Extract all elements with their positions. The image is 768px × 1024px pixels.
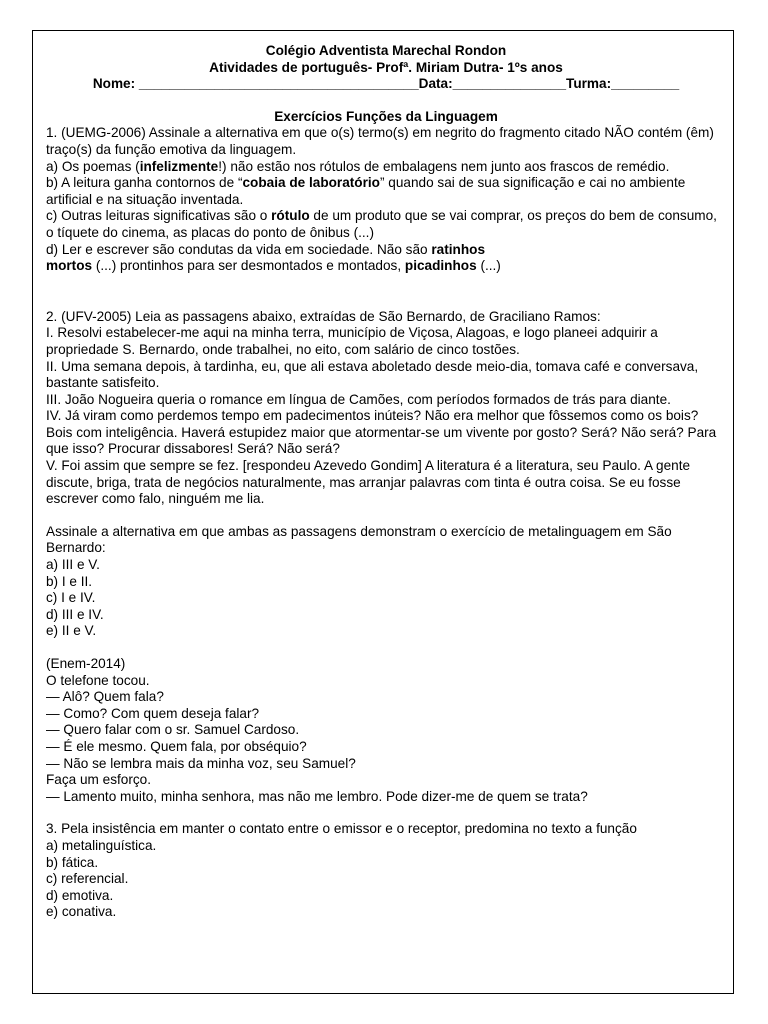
q2-passage: II. Uma semana depois, à tardinha, eu, que ali estava aboletado desde meio-dia, tomava café e conversava, bastante satisfeito. [46,358,699,391]
exercise-title: Exercícios Funções da Linguagem [274,108,498,124]
q2-passage: V. Foi assim que sempre se fez. [respondeu Azevedo Gondim] A literatura é a literatura, seu Paulo. A gente discute, briga, trata de negócios naturalmente, mas arranjar palavras com tinta é outra coisa. Se eu fosse escrever como falo, ninguém me lia. [46,458,691,507]
q2-passage: IV. Já viram como perdemos tempo em padecimentos inúteis? Não era melhor que fôssemos como os bois? Bois com inteligência. Haverá estupidez maior que atormentar-se um vivente por gosto? Será? Não será? Para que isso? Procurar dissabores! Será? Não será? [46,408,717,457]
q2-option: a) III e V. [46,557,100,573]
dialogue-line: O telefone tocou. [46,672,150,688]
activity-title: Atividades de português- Profª. Miriam Dutra- 1ºs anos [209,59,563,75]
q2-option: d) III e IV. [46,606,104,622]
q2-option: e) II e V. [46,623,97,639]
q2-option: c) I e IV. [46,590,96,606]
q3-stem: 3. Pela insistência em manter o contato entre o emissor e o receptor, predomina no texto a função [46,821,637,837]
q1-option-d: d) Ler e escrever são condutas da vida em sociedade. Não são ratinhos mortos (...) prontinhos para ser desmontados e montados, picadinhos (...) [46,241,501,274]
q3-option: b) fática. [46,854,99,870]
dialogue-line: Faça um esforço. [46,772,152,788]
q1-option-b: b) A leitura ganha contornos de “cobaia de laboratório” quando sai de sua significação e cai no ambiente artificial e na situação inventada. [46,175,686,207]
q2-option: b) I e II. [46,573,93,589]
q1-option-a: a) Os poemas (infelizmente!) não estão nos rótulos de embalagens nem junto aos frascos de remédio. [46,158,670,174]
q1-option-c: c) Outras leituras significativas são o rótulo de um produto que se vai comprar, os preços do bem de consumo, o tíquete do cinema, as placas do ponto de ônibus (...) [46,208,717,240]
q3-option: c) referencial. [46,871,129,887]
q3-option: a) metalinguística. [46,837,157,853]
q2-passage: III. João Nogueira queria o romance em língua de Camões, com períodos formados de trás para diante. [46,391,671,407]
dialogue-line: — Quero falar com o sr. Samuel Cardoso. [46,722,300,738]
dialogue-line: — Lamento muito, minha senhora, mas não me lembro. Pode dizer-me de quem se trata? [46,788,588,804]
q2-question: Assinale a alternativa em que ambas as passagens demonstram o exercício de metalinguagem em São Bernardo: [46,523,672,556]
q3-option: e) conativa. [46,904,117,920]
enem-source: (Enem-2014) [46,656,126,671]
school-name: Colégio Adventista Marechal Rondon [265,43,507,58]
dialogue-line: — Como? Com quem deseja falar? [46,705,260,721]
dialogue-line: — Não se lembra mais da minha voz, seu Samuel? [46,755,356,771]
q1-stem: 1. (UEMG-2006) Assinale a alternativa em que o(s) termo(s) em negrito do fragmento citado NÃO contém (êm) traço(s) da função emotiva da linguagem. [46,125,714,157]
q2-passage: I. Resolvi estabelecer-me aqui na minha terra, município de Viçosa, Alagoas, e logo planeei adquirir a propriedade S. Bernardo, onde trabalhei, no eito, com salário de cinco tostões. [46,325,658,357]
q3-option: d) emotiva. [46,887,114,903]
student-fields-line: Nome: _____________________________________Data:_______________Turma:_________ [92,76,680,92]
dialogue-line: — Alô? Quem fala? [46,689,164,705]
document-content [46,43,726,921]
dialogue-line: — É ele mesmo. Quem fala, por obséquio? [46,738,307,754]
q2-intro: 2. (UFV-2005) Leia as passagens abaixo, extraídas de São Bernardo, de Graciliano Ramos: [46,308,601,324]
